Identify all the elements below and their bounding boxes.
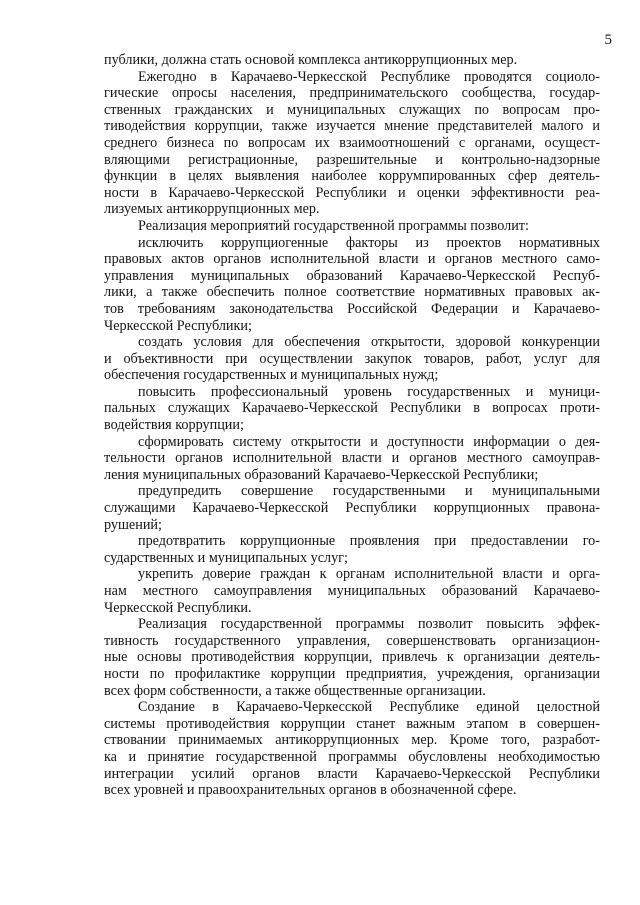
text-line: Реализация государственной программы позволит повысить эффек- [138, 616, 600, 633]
text-line: Черкесской Республики; [104, 317, 252, 334]
text-line: ственных гражданских и муниципальных служащих по вопросам про- [104, 101, 600, 118]
text-line: создать условия для обеспечения открытости, здоровой конкуренции [138, 334, 600, 351]
text-line: ности в Карачаево-Черкесской Республики и оценки эффективности реа- [104, 184, 600, 201]
text-line: тиводействия коррупции, также изучается мнение представителей малого и [104, 118, 600, 135]
paragraph [104, 434, 600, 484]
text-line: предотвратить коррупционные проявления при предоставлении го- [138, 533, 600, 550]
text-line: рушений; [104, 516, 162, 533]
paragraph [104, 616, 600, 699]
text-line: лики, а также обеспечить полное соответствие нормативных правовых ак- [104, 284, 600, 301]
text-line: всех форм собственности, а также общественные организации. [104, 682, 486, 699]
paragraph [104, 235, 600, 335]
text-line: всех уровней и правоохранительных органов в обозначенной сфере. [104, 782, 517, 799]
text-line: пальных служащих Карачаево-Черкесской Республики в вопросах проти- [104, 400, 600, 417]
text-line: системы противодействия коррупции станет важным этапом в совершен- [104, 715, 600, 732]
text-line: лизуемых антикоррупционных мер. [104, 201, 320, 218]
text-line: тов требованиям законодательства Российской Федерации и Карачаево- [104, 300, 600, 317]
text-line: интеграции усилий органов власти Карачаево-Черкесской Республики [104, 765, 600, 782]
text-line: сформировать систему открытости и доступности информации о дея- [138, 433, 600, 450]
document-body [104, 52, 600, 799]
paragraph [104, 334, 600, 384]
text-line: предупредить совершение государственными и муниципальными [138, 483, 600, 500]
paragraph [104, 52, 600, 69]
text-line: ные основы противодействия коррупции, привлечь к организации деятель- [104, 649, 600, 666]
text-line: Создание в Карачаево-Черкесской Республике единой целостной [138, 699, 600, 716]
paragraph [104, 69, 600, 218]
text-line: исключить коррупциогенные факторы из проектов нормативных [138, 234, 600, 251]
text-line: Реализация мероприятий государственной программы позволит: [138, 217, 529, 234]
text-line: водействия коррупции; [104, 417, 244, 434]
paragraph [104, 218, 600, 235]
text-line: нам местного самоуправления муниципальных образований Карачаево- [104, 583, 600, 599]
text-line: управления муниципальных образований Карачаево-Черкесской Респуб- [104, 267, 600, 284]
text-line: сударственных и муниципальных услуг; [104, 549, 348, 566]
text-line: тивность государственного управления, совершенствовать организацион- [104, 632, 600, 649]
text-line: и объективности при осуществлении закупок товаров, работ, услуг для [104, 350, 600, 367]
text-line: функции в целях выявления наиболее коррумпированных сфер деятель- [104, 168, 600, 185]
paragraph [104, 699, 600, 799]
text-line: тельности органов исполнительной власти и органов местного самоуправ- [104, 450, 600, 467]
paragraph [104, 566, 600, 616]
text-line: среднего бизнеса по вопросам их взаимоотношений с органами, осущест- [104, 134, 600, 151]
text-line: укрепить доверие граждан к органам исполнительной власти и орга- [138, 566, 600, 583]
text-line: публики, должна стать основой комплекса антикоррупционных мер. [104, 52, 518, 68]
page-number: 5 [604, 32, 612, 48]
text-line: ления муниципальных образований Карачаево-Черкесской Республики; [104, 466, 539, 483]
text-line: обеспечения государственных и муниципальных нужд; [104, 367, 439, 384]
text-line: вляющими регистрационные, разрешительные и контрольно-надзорные [104, 151, 600, 168]
text-line: ности по профилактике коррупции предприятия, учреждения, организации [104, 665, 600, 682]
paragraph [104, 384, 600, 434]
text-line: повысить профессиональный уровень государственных и муници- [138, 383, 600, 400]
text-line: ствовании принимаемых антикоррупционных мер. Кроме того, разработ- [104, 732, 600, 749]
text-line: служащими Карачаево-Черкесской Республики коррупционных правона- [104, 500, 600, 517]
text-line: правовых актов органов исполнительной власти и органов местного само- [104, 251, 600, 268]
text-line: ка и принятие государственной программы обусловлены необходимостью [104, 748, 600, 765]
text-line: гические опросы населения, предпринимательского сообщества, государ- [104, 85, 600, 102]
paragraph [104, 483, 600, 533]
paragraph [104, 533, 600, 566]
text-line: Черкесской Республики. [104, 599, 252, 616]
text-line: Ежегодно в Карачаево-Черкесской Республике проводятся социоло- [138, 68, 600, 85]
